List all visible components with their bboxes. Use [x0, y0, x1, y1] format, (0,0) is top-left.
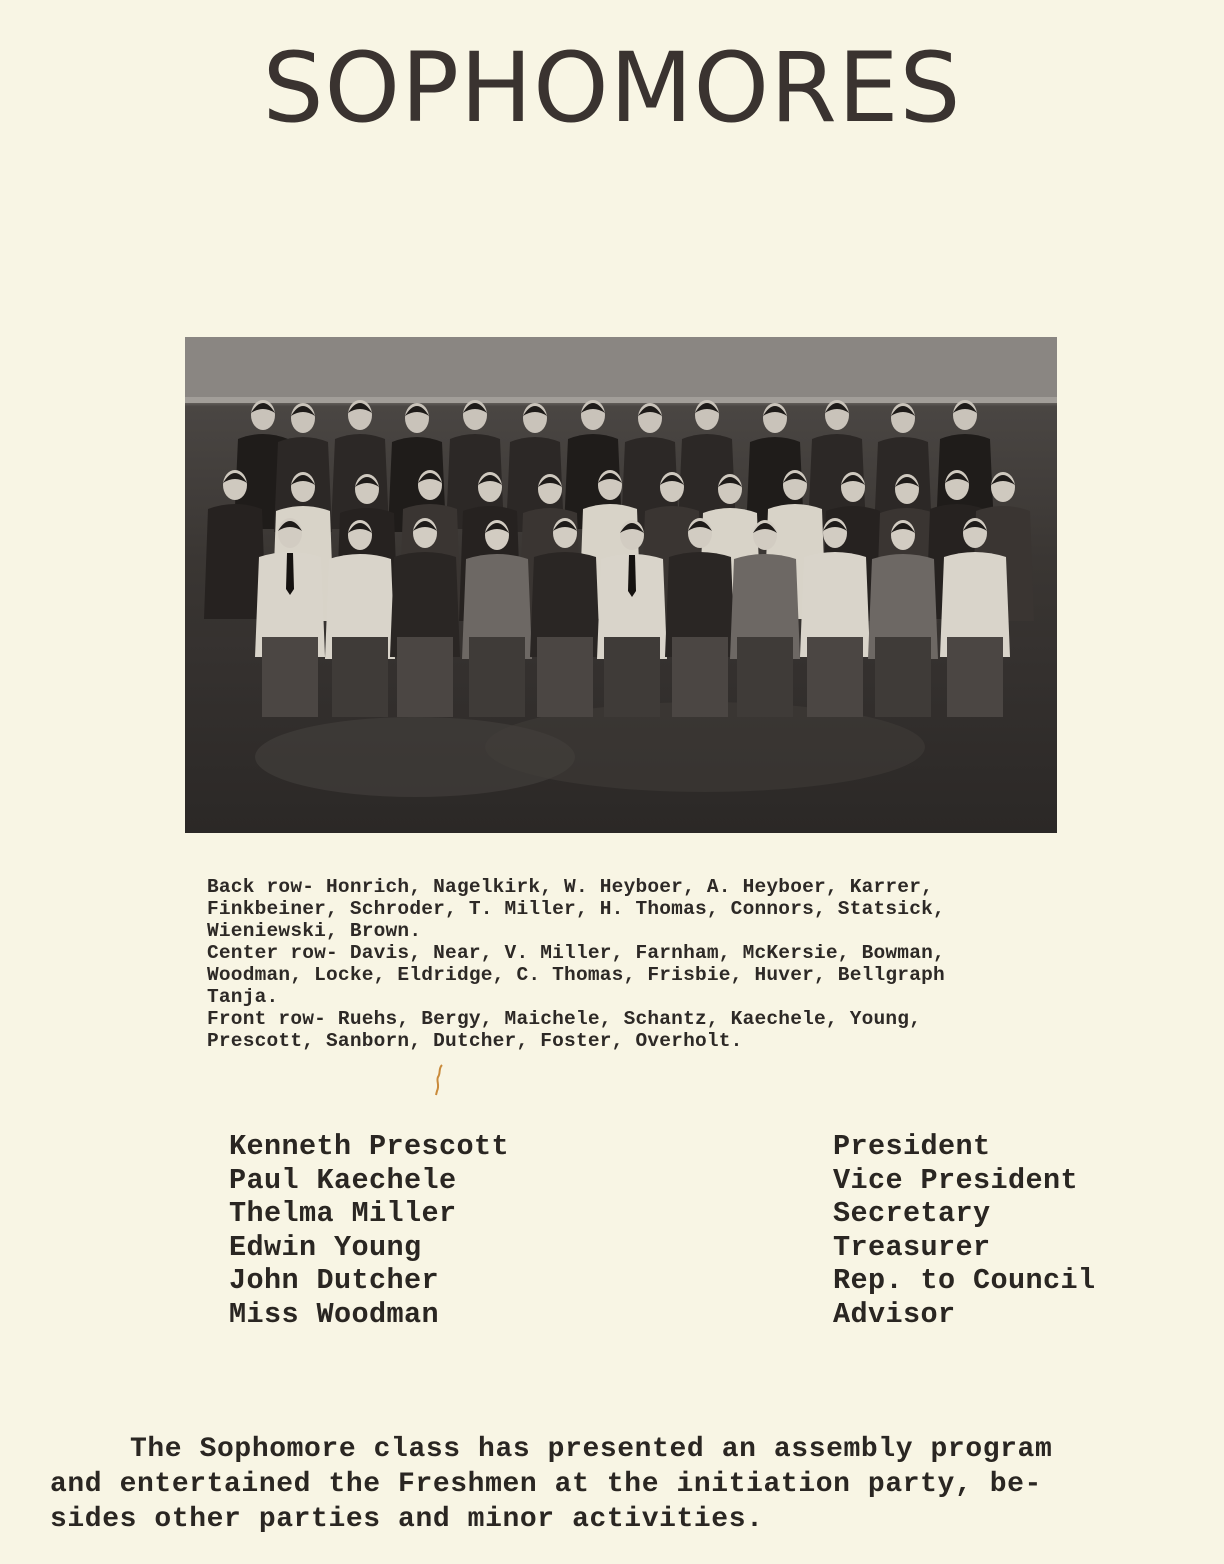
officer-title: Vice President [833, 1163, 1079, 1197]
page-title: SOPHOMORES [262, 32, 962, 144]
officer-name: Miss Woodman [229, 1297, 440, 1331]
student-tie [286, 553, 294, 595]
student-legs [604, 637, 660, 717]
officer-title: Advisor [833, 1297, 956, 1331]
student-body [204, 504, 266, 619]
student-legs [672, 637, 728, 717]
student-legs [947, 637, 1003, 717]
caption-line: Prescott, Sanborn, Dutcher, Foster, Overholt. [207, 1030, 743, 1052]
student-legs [397, 637, 453, 717]
student-legs [737, 637, 793, 717]
student-tie [628, 555, 636, 597]
caption-line: Wieniewski, Brown. [207, 920, 422, 942]
paragraph-line [50, 1432, 1210, 1467]
officer-name: Paul Kaechele [229, 1163, 457, 1197]
caption-line: Center row- Davis, Near, V. Miller, Farnham, McKersie, Bowman, [207, 942, 945, 964]
caption-line: Back row- Honrich, Nagelkirk, W. Heyboer, A. Heyboer, Karrer, [207, 876, 934, 898]
officer-title: Treasurer [833, 1230, 991, 1264]
paragraph-line: and entertained the Freshmen at the initiation party, be- [50, 1469, 1042, 1500]
officer-title: Rep. to Council [833, 1264, 1096, 1298]
officer-title: Secretary [833, 1197, 991, 1231]
student-legs [262, 637, 318, 717]
officer-name: Kenneth Prescott [229, 1130, 510, 1163]
caption-line: Finkbeiner, Schroder, T. Miller, H. Thomas, Connors, Statsick, [207, 898, 945, 920]
paragraph-line: sides other parties and minor activities. [50, 1504, 764, 1535]
student-legs [537, 637, 593, 717]
student-legs [469, 637, 525, 717]
class-activities-paragraph [50, 1432, 1210, 1537]
caption-line: Tanja. [207, 986, 279, 1008]
student-legs [807, 637, 863, 717]
paragraph-text: The Sophomore class has presented an assembly program [130, 1434, 1053, 1465]
officer-titles [833, 1130, 1096, 1332]
caption-line: Woodman, Locke, Eldridge, C. Thomas, Frisbie, Huver, Bellgraph [207, 964, 945, 986]
caption-line: Front row- Ruehs, Bergy, Maichele, Schantz, Kaechele, Young, [207, 1008, 922, 1030]
class-group-photo [185, 337, 1057, 833]
student-legs [332, 637, 388, 717]
student-legs [875, 637, 931, 717]
officer-names [229, 1130, 509, 1332]
officer-name: Edwin Young [229, 1230, 422, 1264]
officer-title: President [833, 1130, 991, 1163]
photo-caption [207, 876, 1067, 1052]
officer-name: John Dutcher [229, 1264, 440, 1298]
stray-pen-mark [432, 1063, 446, 1097]
officer-name: Thelma Miller [229, 1197, 457, 1231]
